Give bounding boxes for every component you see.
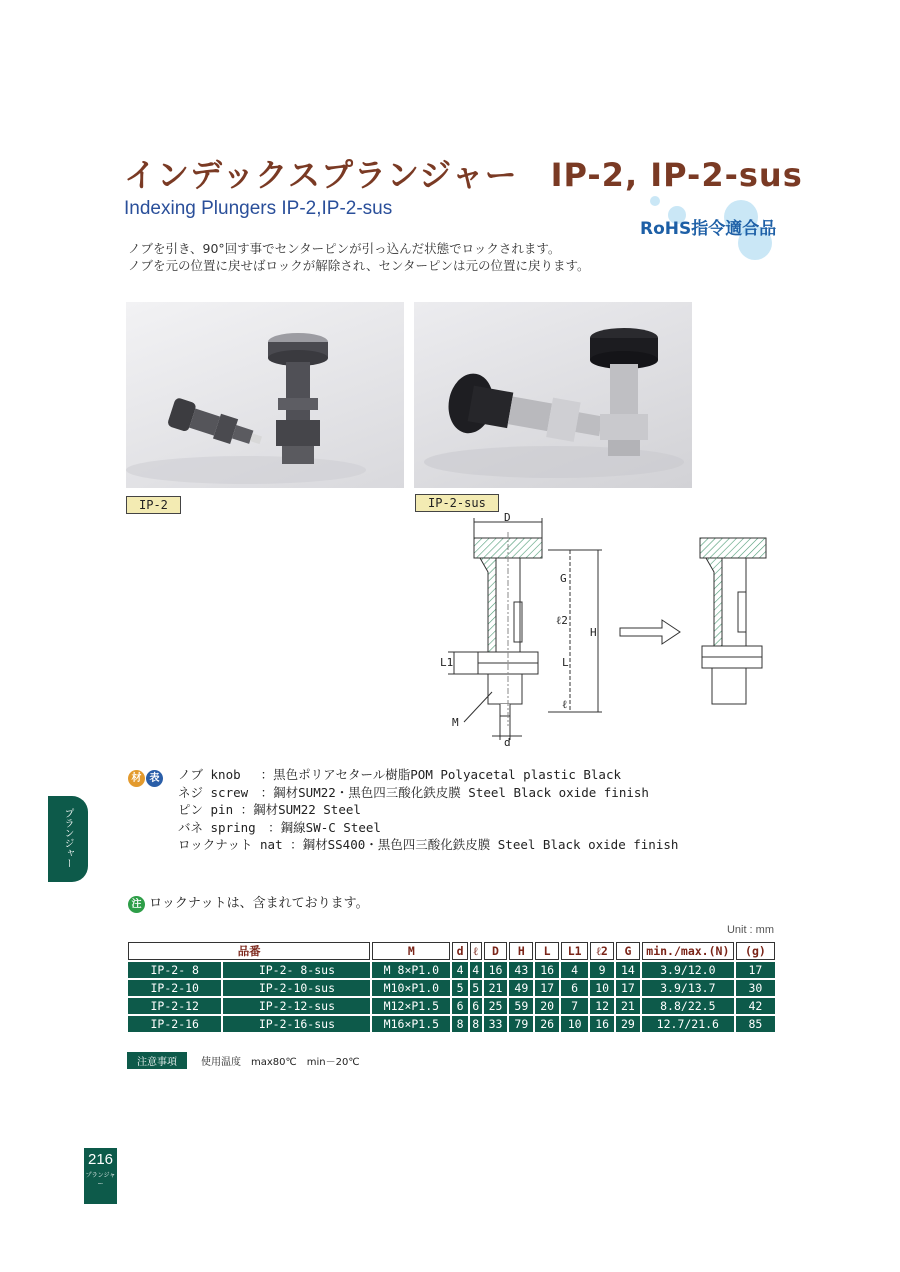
table-cell: 21: [484, 980, 508, 996]
material-row: ロックナット nat ：鋼材SS400・黒色四三酸化鉄皮膜 Steel Black oxide finish: [178, 837, 679, 852]
table-cell: IP-2-10: [128, 980, 221, 996]
table-cell: 8.8/22.5: [642, 998, 734, 1014]
table-cell: 6: [470, 998, 482, 1014]
page-number-tab: [84, 1148, 117, 1204]
dim-label-d: d: [504, 736, 511, 748]
table-cell: 16: [535, 962, 559, 978]
table-cell: 21: [616, 998, 640, 1014]
rohs-badge: RoHS指令適合品: [640, 219, 777, 239]
table-cell: 20: [535, 998, 559, 1014]
table-header-row: [128, 942, 775, 960]
table-cell: 85: [736, 1016, 775, 1032]
col-header: D: [484, 942, 508, 960]
table-cell: M10×P1.0: [372, 980, 450, 996]
table-cell: IP-2-16-sus: [223, 1016, 370, 1032]
table-cell: 9: [590, 962, 614, 978]
material-badges: [128, 766, 163, 787]
table-row: [128, 980, 775, 996]
spec-table: [126, 940, 777, 1034]
table-cell: M16×P1.5: [372, 1016, 450, 1032]
table-cell: 30: [736, 980, 775, 996]
table-cell: 16: [484, 962, 508, 978]
table-cell: 59: [509, 998, 533, 1014]
unit-label: Unit : mm: [726, 924, 774, 936]
note-badge: 注: [128, 896, 145, 913]
col-header: M: [372, 942, 450, 960]
table-row: [128, 998, 775, 1014]
table-cell: 10: [590, 980, 614, 996]
table-cell: 29: [616, 1016, 640, 1032]
table-cell: 4: [470, 962, 482, 978]
table-cell: 79: [509, 1016, 533, 1032]
table-cell: 10: [561, 1016, 588, 1032]
photo-label-ip-2-sus: IP-2-sus: [415, 494, 499, 512]
dim-label-G: G: [560, 572, 567, 585]
description-line: ノブを元の位置に戻せばロックが解除され、センターピンは元の位置に戻ります。: [128, 258, 590, 273]
dim-label-L1: L1: [440, 656, 454, 669]
note-text: ロックナットは、含まれております。: [149, 896, 369, 911]
note: [128, 892, 369, 913]
photo-label-ip-2: IP-2: [126, 496, 181, 514]
material-row: ネジ screw ：鋼材SUM22・黒色四三酸化鉄皮膜 Steel Black oxide finish: [178, 784, 649, 800]
table-cell: 43: [509, 962, 533, 978]
table-cell: 25: [484, 998, 508, 1014]
description: [128, 240, 590, 274]
rohs-bubble-decoration: [650, 196, 660, 206]
table-cell: 3.9/12.0: [642, 962, 734, 978]
photo-ip-2: [126, 302, 404, 488]
surface-badge: 表: [146, 770, 163, 787]
material-row: ピン pin ：鋼材SUM22 Steel: [178, 802, 361, 817]
table-cell: 3.9/13.7: [642, 980, 734, 996]
side-index-label: プランジャー: [62, 808, 73, 868]
description-line: ノブを引き、90°回す事でセンターピンが引っ込んだ状態でロックされます。: [128, 241, 561, 256]
table-cell: IP-2- 8-sus: [223, 962, 370, 978]
col-header: H: [509, 942, 533, 960]
table-cell: 8: [470, 1016, 482, 1032]
table-cell: 16: [590, 1016, 614, 1032]
table-cell: 4: [452, 962, 467, 978]
page-subtitle: Indexing Plungers IP-2,IP-2-sus: [124, 198, 393, 219]
table-cell: 26: [535, 1016, 559, 1032]
table-cell: 8: [452, 1016, 467, 1032]
col-header: ℓ: [470, 942, 482, 960]
table-cell: 4: [561, 962, 588, 978]
table-cell: 12.7/21.6: [642, 1016, 734, 1032]
material-row: バネ spring ：鋼線SW-C Steel: [178, 819, 381, 835]
table-cell: 17: [535, 980, 559, 996]
col-header: G: [616, 942, 640, 960]
table-cell: IP-2-12: [128, 998, 221, 1014]
table-cell: 6: [452, 998, 467, 1014]
table-cell: 17: [616, 980, 640, 996]
material-row: ノブ knob ：黒色ポリアセタール樹脂POM Polyacetal plastic Black: [178, 767, 621, 782]
table-cell: IP-2- 8: [128, 962, 221, 978]
table-cell: 14: [616, 962, 640, 978]
col-header: 品番: [128, 942, 370, 960]
dim-label-l2: ℓ2: [556, 614, 568, 627]
caution: [127, 1052, 360, 1069]
dim-label-l: ℓ: [562, 698, 568, 711]
col-header: (g): [736, 942, 775, 960]
table-cell: 7: [561, 998, 588, 1014]
table-cell: 5: [470, 980, 482, 996]
table-cell: 6: [561, 980, 588, 996]
dim-label-H: H: [590, 626, 597, 639]
table-cell: 42: [736, 998, 775, 1014]
col-header: ℓ2: [590, 942, 614, 960]
table-cell: IP-2-10-sus: [223, 980, 370, 996]
table-cell: M12×P1.5: [372, 998, 450, 1014]
dim-label-M: M: [452, 716, 459, 729]
col-header: L: [535, 942, 559, 960]
table-cell: 5: [452, 980, 467, 996]
dim-label-D: D: [504, 512, 511, 524]
col-header: min./max.(N): [642, 942, 734, 960]
table-cell: IP-2-16: [128, 1016, 221, 1032]
page-number: 216: [87, 1151, 114, 1168]
table-row: [128, 962, 775, 978]
caution-text: 使用温度 max80℃ min－20℃: [201, 1057, 360, 1068]
table-cell: 12: [590, 998, 614, 1014]
table-cell: M 8×P1.0: [372, 962, 450, 978]
technical-drawing: [430, 512, 780, 748]
table-row: [128, 1016, 775, 1032]
col-header: d: [452, 942, 467, 960]
col-header: L1: [561, 942, 588, 960]
table-cell: 33: [484, 1016, 508, 1032]
photo-ip-2-sus: [414, 302, 692, 488]
table-cell: IP-2-12-sus: [223, 998, 370, 1014]
table-cell: 49: [509, 980, 533, 996]
dim-label-L: L: [562, 656, 569, 669]
caution-label: 注意事項: [127, 1052, 187, 1069]
page-section: プランジャー: [85, 1172, 116, 1188]
side-index-tab: [48, 796, 88, 882]
material-badge: 材: [128, 770, 145, 787]
page-title: インデックスプランジャー IP-2, IP-2-sus: [124, 156, 803, 194]
materials-list: [178, 766, 678, 854]
table-cell: 17: [736, 962, 775, 978]
